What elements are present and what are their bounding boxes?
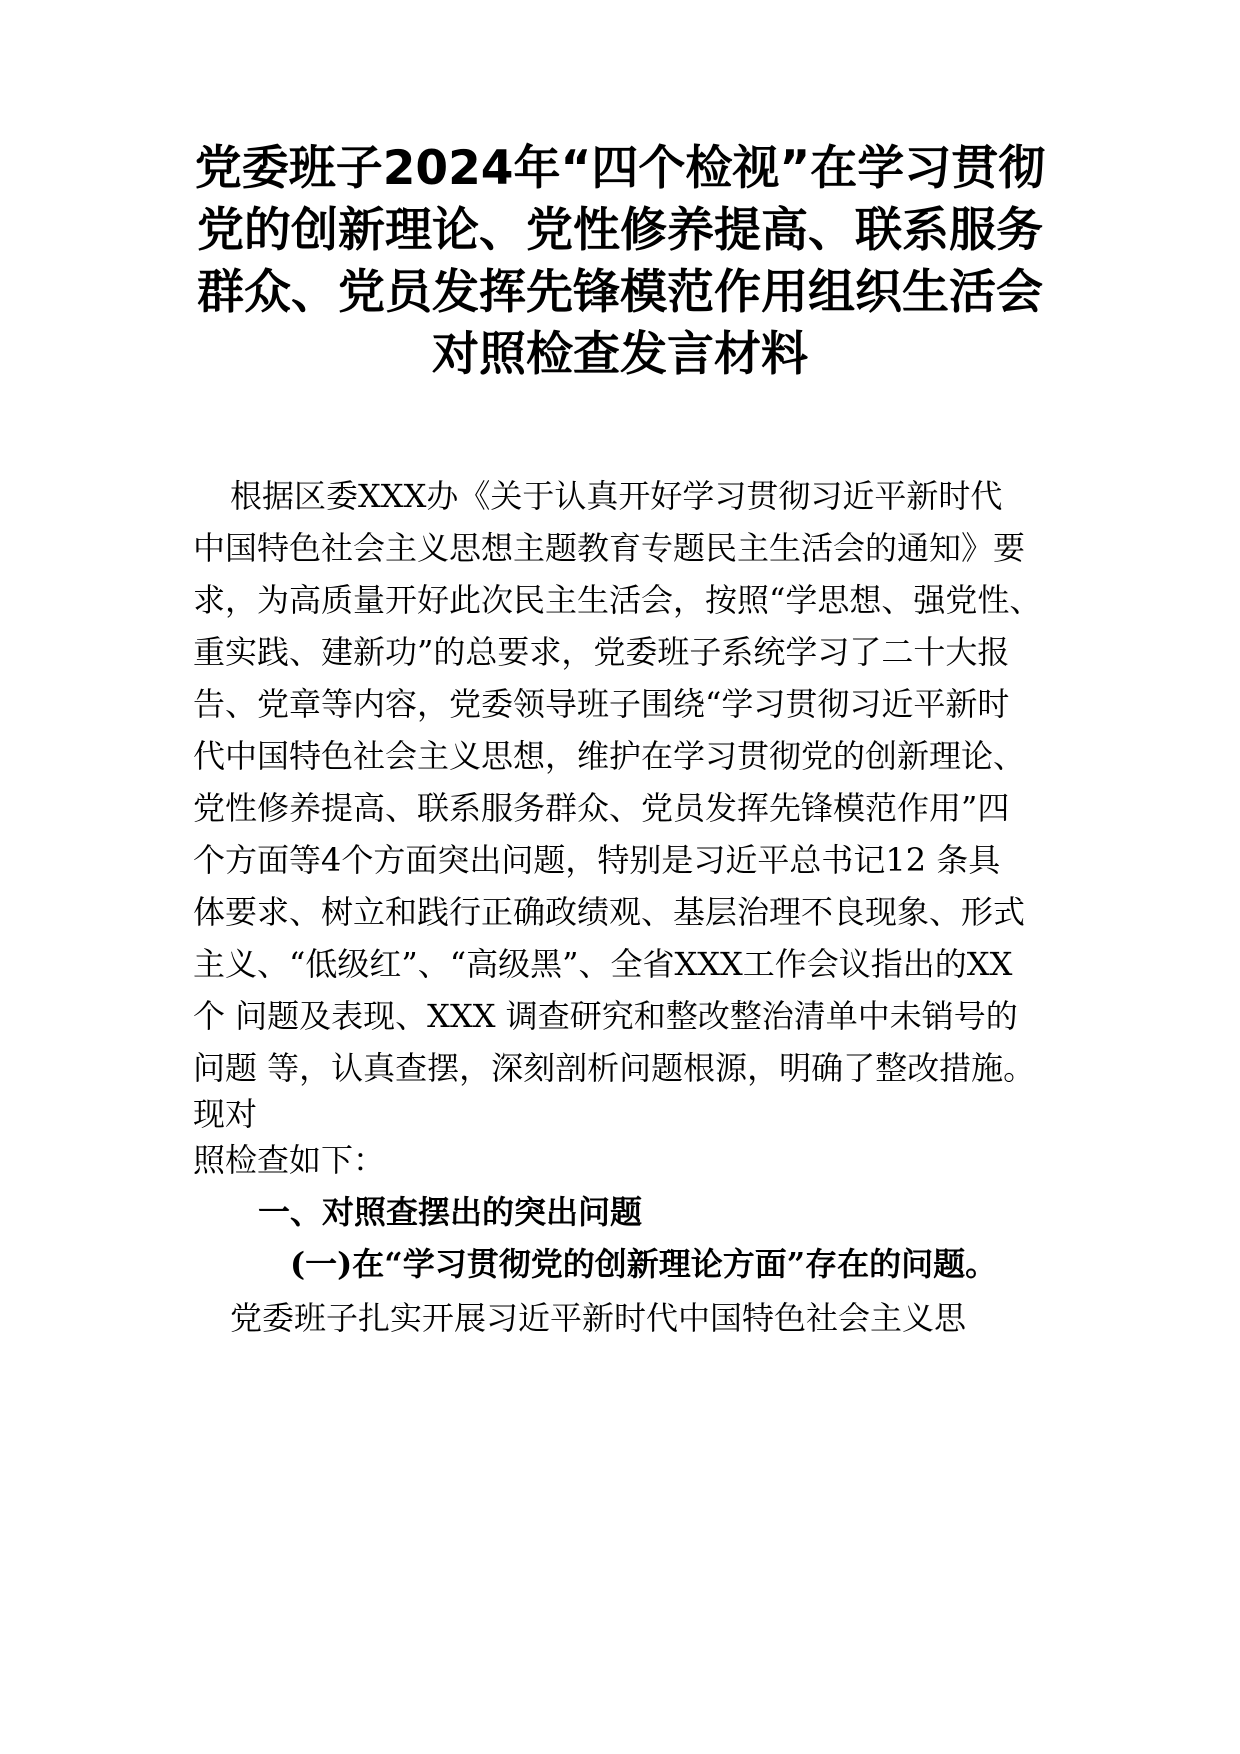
paragraph-line: 重实践、建新功”的总要求，党委班子系统学习了二十大报 — [193, 633, 1010, 671]
paragraph-line: 党性修养提高、联系服务群众、党员发挥先锋模范作用”四 — [193, 789, 1010, 827]
title-line-3: 群众、党员发挥先锋模范作用组织生活会 — [197, 265, 1043, 320]
paragraph-line: 问题 等，认真查摆，深刻剖析问题根源，明确了整改措施。 — [193, 1049, 1036, 1087]
title-line-2: 党的创新理论、党性修养提高、联系服务 — [197, 203, 1043, 258]
title-line-1: 党委班子2024年“四个检视”在学习贯彻 — [194, 141, 1046, 196]
paragraph-line: 告、党章等内容，党委领导班子围绕“学习贯彻习近平新时 — [193, 685, 1010, 723]
title-line-4: 对照检查发言材料 — [432, 327, 808, 382]
paragraph-line: 党委班子扎实开展习近平新时代中国特色社会主义思 — [230, 1299, 967, 1337]
paragraph-line: 根据区委XXX办《关于认真开好学习贯彻习近平新时代 — [230, 477, 1003, 515]
paragraph-line: 体要求、树立和践行正确政绩观、基层治理不良现象、形式 — [193, 893, 1026, 931]
paragraph-line: 个 问题及表现、XXX 调查研究和整改整治清单中未销号的 — [193, 997, 1018, 1035]
paragraph-line: 个方面等4个方面突出问题，特别是习近平总书记12 条具 — [193, 841, 1001, 879]
paragraph-line: 代中国特色社会主义思想，维护在学习贯彻党的创新理论、 — [193, 737, 1026, 775]
paragraph-line: 主义、“低级红”、“高级黑”、全省XXX工作会议指出的XX — [193, 945, 1013, 983]
section-heading: 一、对照查摆出的突出问题 — [258, 1193, 643, 1231]
subsection-heading: (一)在“学习贯彻党的创新理论方面”存在的问题。 — [290, 1245, 998, 1283]
paragraph-line: 中国特色社会主义思想主题教育专题民主生活会的通知》要 — [193, 529, 1026, 567]
document-title — [150, 138, 1090, 386]
paragraph-line: 现对 — [193, 1095, 258, 1133]
paragraph-line: 求，为高质量开好此次民主生活会，按照“学思想、强党性、 — [193, 581, 1042, 619]
paragraph-line: 照检查如下： — [193, 1141, 386, 1179]
